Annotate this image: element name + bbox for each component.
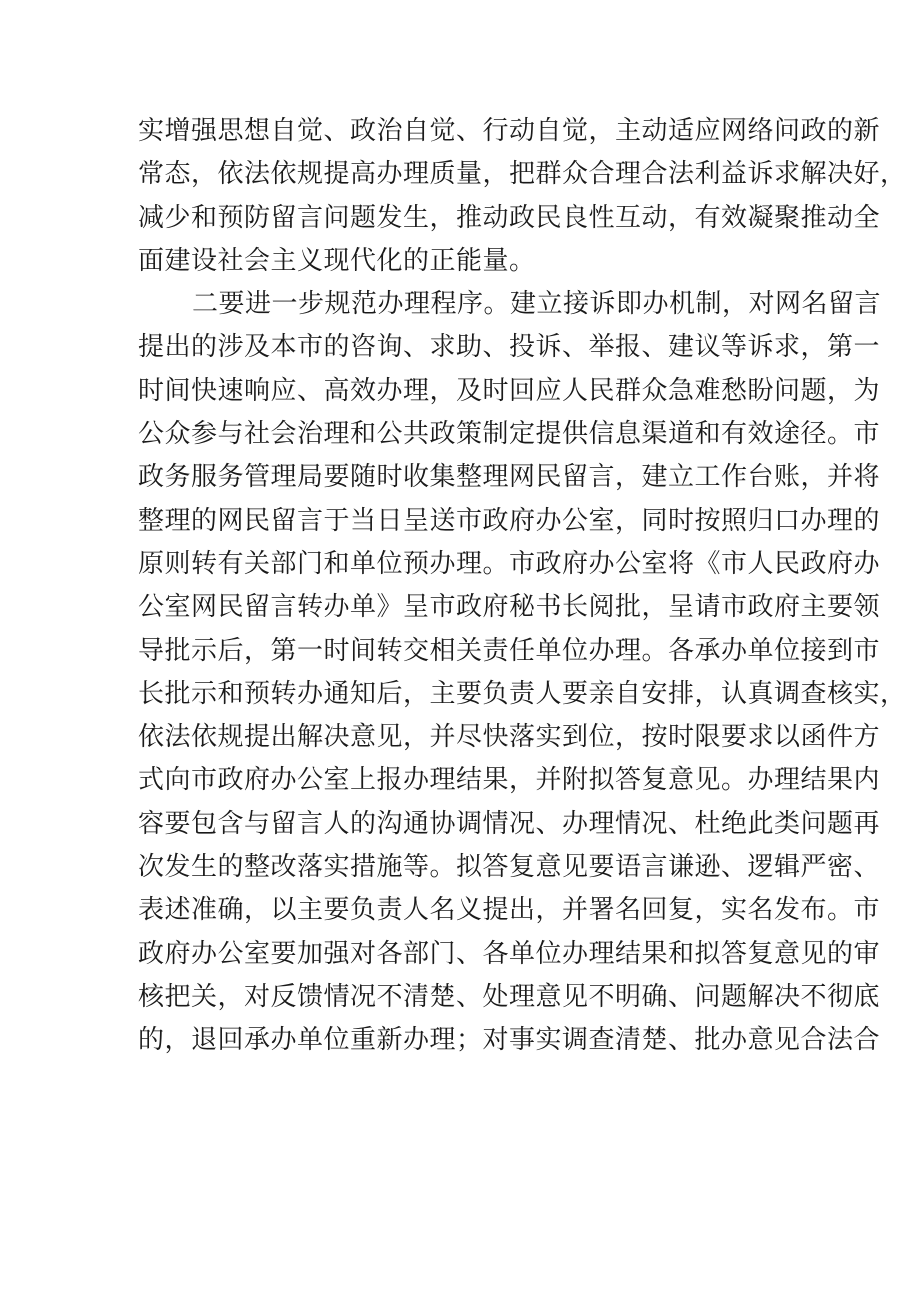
paragraph-2-line: 公室网民留言转办单》呈市政府秘书长阅批，呈请市政府主要领 <box>138 592 881 623</box>
paragraph-2-line: 政府办公室要加强对各部门、各单位办理结果和拟答复意见的审 <box>138 938 881 969</box>
paragraph-2-line: 政务服务管理局要随时收集整理网民留言，建立工作台账，并将 <box>138 462 881 493</box>
paragraph-1-line: 减少和预防留言问题发生，推动政民良性互动，有效凝聚推动全 <box>138 202 881 233</box>
paragraph-1-line: 常态，依法依规提高办理质量，把群众合理合法利益诉求解决好， <box>138 159 907 190</box>
paragraph-2-line: 依法依规提出解决意见，并尽快落实到位，按时限要求以函件方 <box>138 722 881 753</box>
paragraph-2-line: 提出的涉及本市的咨询、求助、投诉、举报、建议等诉求，第一 <box>138 332 881 363</box>
paragraph-1-line: 面建设社会主义现代化的正能量。 <box>138 245 536 276</box>
paragraph-2-line: 长批示和预转办通知后，主要负责人要亲自安排，认真调查核实， <box>138 678 907 709</box>
paragraph-2-line: 原则转有关部门和单位预办理。市政府办公室将《市人民政府办 <box>138 548 881 579</box>
paragraph-2-line: 整理的网民留言于当日呈送市政府办公室，同时按照归口办理的 <box>138 505 881 536</box>
paragraph-2-line: 公众参与社会治理和公共政策制定提供信息渠道和有效途径。市 <box>138 419 881 450</box>
paragraph-2-line: 的，退回承办单位重新办理；对事实调查清楚、批办意见合法合 <box>138 1025 881 1056</box>
paragraph-2-line: 表述准确，以主要负责人名义提出，并署名回复，实名发布。市 <box>138 895 881 926</box>
paragraph-2-line: 容要包含与留言人的沟通协调情况、办理情况、杜绝此类问题再 <box>138 808 881 839</box>
paragraph-2-first-line: 二要进一步规范办理程序。建立接诉即办机制，对网名留言 <box>192 289 882 320</box>
paragraph-2-line: 式向市政府办公室上报办理结果，并附拟答复意见。办理结果内 <box>138 765 881 796</box>
paragraph-1-line: 实增强思想自觉、政治自觉、行动自觉，主动适应网络问政的新 <box>138 116 881 146</box>
body-text <box>138 110 907 1063</box>
paragraph-2-line: 核把关，对反馈情况不清楚、处理意见不明确、问题解决不彻底 <box>138 981 881 1012</box>
paragraph-2-line: 时间快速响应、高效办理，及时回应人民群众急难愁盼问题，为 <box>138 375 881 406</box>
paragraph-2-line: 导批示后，第一时间转交相关责任单位办理。各承办单位接到市 <box>138 635 881 666</box>
paragraph-2-line: 次发生的整改落实措施等。拟答复意见要语言谦逊、逻辑严密、 <box>138 852 881 883</box>
